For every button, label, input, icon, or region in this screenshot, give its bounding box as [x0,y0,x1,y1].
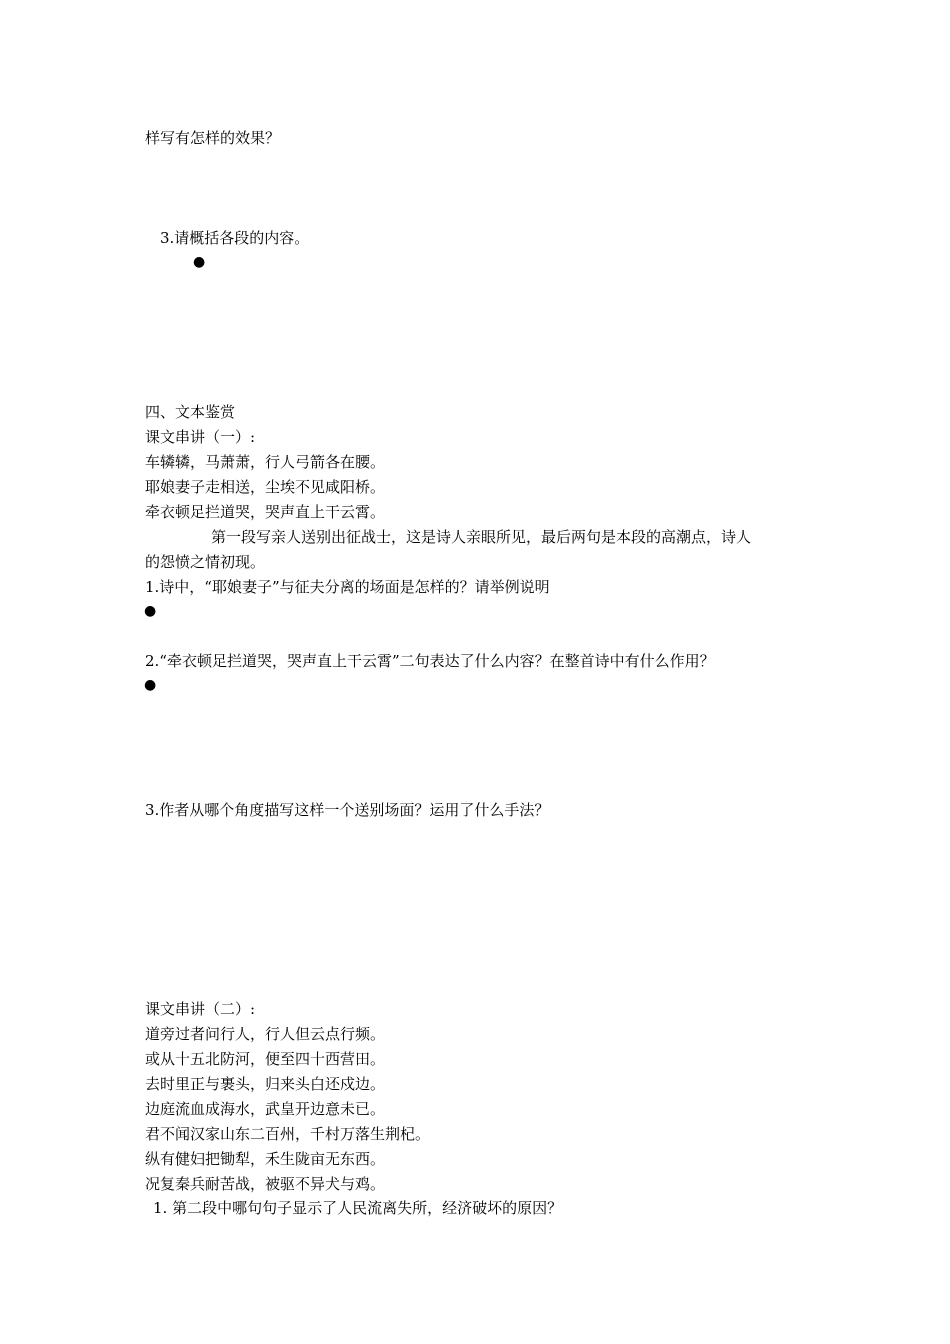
part2-poem-line: 况复秦兵耐苦战，被驱不异犬与鸡。 [145,1175,386,1193]
part2-poem-line: 道旁过者问行人，行人但云点行频。 [145,1025,386,1043]
part2-poem-line: 或从十五北防河，便至四十西营田。 [145,1050,386,1068]
answer-bullet-icon: ● [144,603,157,619]
part1-question-3: 3.作者从哪个角度描写这样一个送别场面？运用了什么手法？ [145,801,550,819]
part1-title: 课文串讲（一）: [145,428,256,446]
part2-question-1: 1. 第二段中哪句句子显示了人民流离失所，经济破坏的原因？ [153,1199,563,1217]
part1-poem-line: 耶娘妻子走相送，尘埃不见咸阳桥。 [145,478,386,496]
part2-poem-line: 纵有健妇把锄犁，禾生陇亩无东西。 [145,1150,386,1168]
part1-commentary: 第一段写亲人送别出征战士，这是诗人亲眼所见，最后两句是本段的高潮点，诗人 [211,528,752,546]
part1-poem-line: 牵衣顿足拦道哭，哭声直上干云霄。 [145,503,386,521]
question-summarize-paragraphs: 3.请概括各段的内容。 [160,229,310,247]
part2-title: 课文串讲（二）: [145,1000,256,1018]
part1-poem-line: 车辚辚，马萧萧，行人弓箭各在腰。 [145,453,386,471]
part2-poem-line: 君不闻汉家山东二百州，千村万落生荆杞。 [145,1125,431,1143]
continued-question-fragment: 样写有怎样的效果？ [145,129,281,147]
answer-bullet-icon: ● [193,254,206,270]
part2-poem-line: 边庭流血成海水，武皇开边意未已。 [145,1100,386,1118]
section-heading: 四、文本鉴赏 [145,403,236,421]
part2-poem-line: 去时里正与裹头，归来头白还戍边。 [145,1075,386,1093]
part1-question-2: 2.“牵衣顿足拦道哭，哭声直上干云霄”二句表达了什么内容？在整首诗中有什么作用？ [145,652,715,670]
part1-commentary-cont: 的怨愤之情初现。 [145,553,266,571]
part1-question-1: 1.诗中，“耶娘妻子”与征夫分离的场面是怎样的？请举例说明 [145,578,550,596]
answer-bullet-icon: ● [144,677,157,693]
